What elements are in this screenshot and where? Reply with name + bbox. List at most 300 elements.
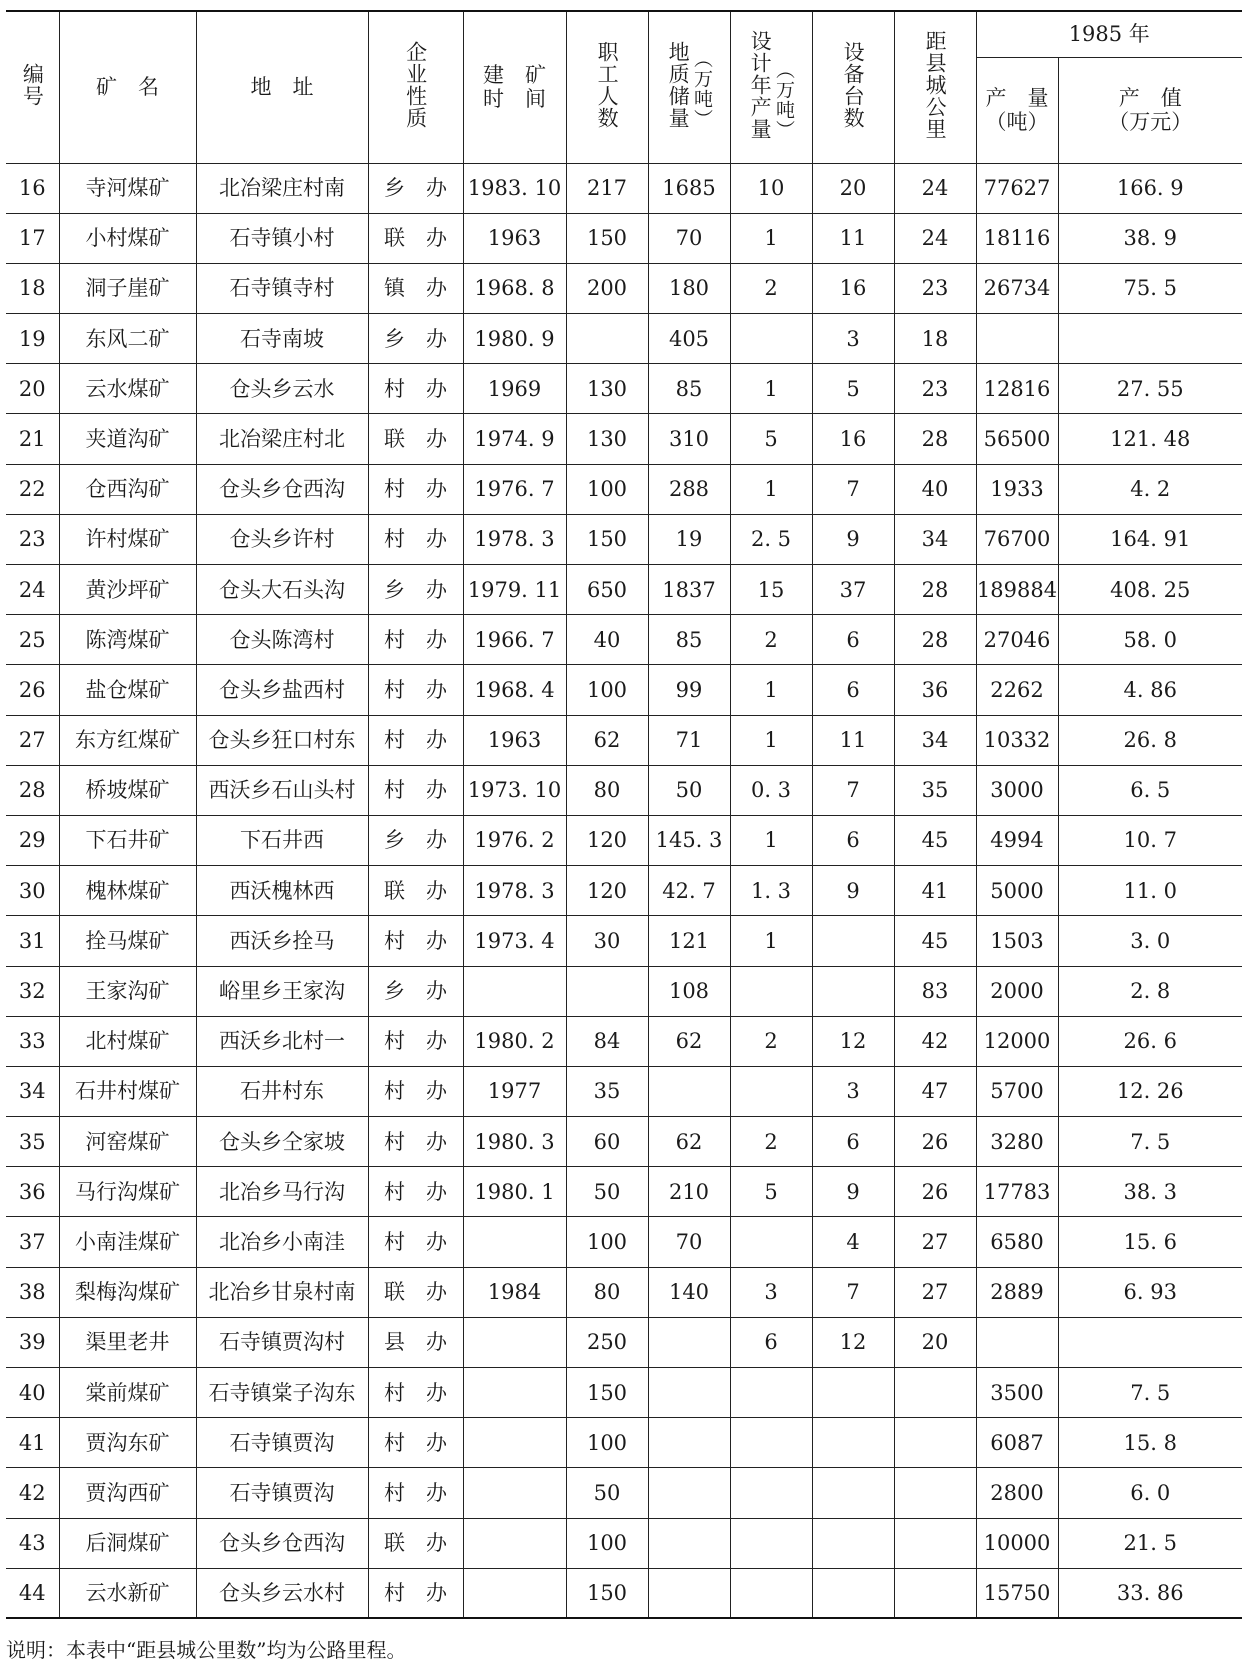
cell-name: 小南洼煤矿 <box>59 1217 196 1267</box>
cell-code: 35 <box>6 1117 59 1167</box>
cell-founded <box>463 1468 566 1518</box>
cell-output: 2800 <box>976 1468 1058 1518</box>
cell-name: 桥坡煤矿 <box>59 765 196 815</box>
cell-equipment: 3 <box>812 1066 894 1116</box>
cell-nature: 联 办 <box>368 414 463 464</box>
cell-output: 3500 <box>976 1368 1058 1418</box>
cell-founded: 1976. 7 <box>463 464 566 514</box>
cell-design: 2. 5 <box>730 514 812 564</box>
cell-output: 10332 <box>976 715 1058 765</box>
cell-address: 下石井西 <box>196 815 368 865</box>
cell-value: 408. 25 <box>1058 565 1242 615</box>
cell-output: 77627 <box>976 163 1058 213</box>
cell-value: 26. 8 <box>1058 715 1242 765</box>
cell-founded: 1977 <box>463 1066 566 1116</box>
cell-founded: 1963 <box>463 715 566 765</box>
cell-name: 梨梅沟煤矿 <box>59 1267 196 1317</box>
cell-distance: 24 <box>894 163 976 213</box>
cell-staff: 100 <box>566 1518 648 1568</box>
cell-equipment: 12 <box>812 1016 894 1066</box>
table-row <box>6 565 1242 615</box>
cell-code: 28 <box>6 765 59 815</box>
cell-equipment <box>812 1468 894 1518</box>
cell-code: 19 <box>6 314 59 364</box>
cell-distance: 36 <box>894 665 976 715</box>
cell-reserves: 71 <box>648 715 730 765</box>
cell-distance: 28 <box>894 414 976 464</box>
cell-distance: 35 <box>894 765 976 815</box>
cell-code: 21 <box>6 414 59 464</box>
cell-name: 小村煤矿 <box>59 213 196 263</box>
cell-design: 5 <box>730 414 812 464</box>
cell-address: 仓头乡云水 <box>196 364 368 414</box>
cell-address: 石寺镇小村 <box>196 213 368 263</box>
cell-name: 马行沟煤矿 <box>59 1167 196 1217</box>
cell-distance: 83 <box>894 966 976 1016</box>
cell-staff: 217 <box>566 163 648 213</box>
cell-nature: 乡 办 <box>368 565 463 615</box>
cell-reserves <box>648 1568 730 1618</box>
cell-reserves: 140 <box>648 1267 730 1317</box>
cell-distance: 24 <box>894 213 976 263</box>
cell-output: 3280 <box>976 1117 1058 1167</box>
cell-output: 4994 <box>976 815 1058 865</box>
cell-code: 27 <box>6 715 59 765</box>
cell-distance: 41 <box>894 866 976 916</box>
table-row <box>6 1267 1242 1317</box>
cell-nature: 联 办 <box>368 1267 463 1317</box>
cell-reserves: 405 <box>648 314 730 364</box>
cell-staff: 100 <box>566 1217 648 1267</box>
cell-value: 38. 3 <box>1058 1167 1242 1217</box>
cell-design: 1. 3 <box>730 866 812 916</box>
cell-equipment: 11 <box>812 213 894 263</box>
table-note: 说明：本表中“距县城公里数”均为公路里程。 <box>6 1638 407 1662</box>
cell-value: 15. 8 <box>1058 1418 1242 1468</box>
table-header <box>6 11 1242 163</box>
cell-design: 2 <box>730 1016 812 1066</box>
cell-staff: 150 <box>566 1568 648 1618</box>
cell-nature: 村 办 <box>368 1418 463 1468</box>
cell-value: 75. 5 <box>1058 263 1242 313</box>
cell-output: 5700 <box>976 1066 1058 1116</box>
cell-value: 7. 5 <box>1058 1368 1242 1418</box>
cell-staff: 130 <box>566 414 648 464</box>
cell-output: 6087 <box>976 1418 1058 1468</box>
cell-design <box>730 1568 812 1618</box>
cell-design: 1 <box>730 715 812 765</box>
table-body <box>6 163 1242 1618</box>
cell-staff: 120 <box>566 866 648 916</box>
cell-nature: 村 办 <box>368 514 463 564</box>
cell-address: 仓头乡仝家坡 <box>196 1117 368 1167</box>
table-row <box>6 665 1242 715</box>
cell-output: 27046 <box>976 615 1058 665</box>
cell-value: 6. 0 <box>1058 1468 1242 1518</box>
cell-nature: 村 办 <box>368 1016 463 1066</box>
cell-name: 拴马煤矿 <box>59 916 196 966</box>
cell-founded: 1980. 2 <box>463 1016 566 1066</box>
cell-equipment: 6 <box>812 665 894 715</box>
cell-design: 2 <box>730 263 812 313</box>
cell-output: 15750 <box>976 1568 1058 1618</box>
cell-distance: 26 <box>894 1167 976 1217</box>
cell-nature: 村 办 <box>368 464 463 514</box>
cell-reserves <box>648 1418 730 1468</box>
cell-staff: 30 <box>566 916 648 966</box>
cell-name: 许村煤矿 <box>59 514 196 564</box>
header-staff: 职工人数 <box>566 11 648 163</box>
cell-distance: 23 <box>894 364 976 414</box>
cell-design <box>730 1368 812 1418</box>
cell-code: 32 <box>6 966 59 1016</box>
cell-distance <box>894 1368 976 1418</box>
cell-name: 云水煤矿 <box>59 364 196 414</box>
cell-design: 1 <box>730 213 812 263</box>
cell-design: 3 <box>730 1267 812 1317</box>
cell-nature: 村 办 <box>368 364 463 414</box>
cell-address: 北冶乡马行沟 <box>196 1167 368 1217</box>
cell-design: 1 <box>730 916 812 966</box>
cell-output: 18116 <box>976 213 1058 263</box>
cell-nature: 联 办 <box>368 866 463 916</box>
cell-design: 2 <box>730 615 812 665</box>
cell-reserves: 85 <box>648 364 730 414</box>
cell-founded <box>463 1317 566 1367</box>
cell-founded <box>463 1368 566 1418</box>
cell-nature: 村 办 <box>368 1468 463 1518</box>
cell-distance: 18 <box>894 314 976 364</box>
cell-nature: 村 办 <box>368 1167 463 1217</box>
cell-output <box>976 314 1058 364</box>
cell-code: 23 <box>6 514 59 564</box>
cell-equipment: 6 <box>812 815 894 865</box>
cell-distance: 27 <box>894 1217 976 1267</box>
cell-reserves: 310 <box>648 414 730 464</box>
cell-name: 河窑煤矿 <box>59 1117 196 1167</box>
cell-founded: 1973. 4 <box>463 916 566 966</box>
cell-staff: 80 <box>566 765 648 815</box>
cell-code: 42 <box>6 1468 59 1518</box>
cell-distance: 23 <box>894 263 976 313</box>
table-row <box>6 414 1242 464</box>
cell-address: 西沃乡北村一 <box>196 1016 368 1066</box>
cell-value: 6. 93 <box>1058 1267 1242 1317</box>
cell-nature: 县 办 <box>368 1317 463 1367</box>
cell-name: 石井村煤矿 <box>59 1066 196 1116</box>
cell-founded: 1980. 3 <box>463 1117 566 1167</box>
cell-value: 3. 0 <box>1058 916 1242 966</box>
cell-staff: 50 <box>566 1468 648 1518</box>
cell-staff: 150 <box>566 213 648 263</box>
cell-nature: 乡 办 <box>368 163 463 213</box>
header-year-1985: 1985 年 <box>976 11 1242 57</box>
cell-founded: 1963 <box>463 213 566 263</box>
cell-equipment: 9 <box>812 1167 894 1217</box>
cell-output: 6580 <box>976 1217 1058 1267</box>
cell-reserves: 108 <box>648 966 730 1016</box>
cell-output: 12816 <box>976 364 1058 414</box>
cell-equipment: 6 <box>812 1117 894 1167</box>
cell-equipment: 3 <box>812 314 894 364</box>
cell-equipment: 5 <box>812 364 894 414</box>
table-row <box>6 364 1242 414</box>
cell-nature: 联 办 <box>368 213 463 263</box>
table-row <box>6 1117 1242 1167</box>
table-row <box>6 615 1242 665</box>
cell-address: 石寺南坡 <box>196 314 368 364</box>
cell-address: 仓头乡许村 <box>196 514 368 564</box>
table-row <box>6 464 1242 514</box>
cell-address: 西沃乡拴马 <box>196 916 368 966</box>
cell-staff: 650 <box>566 565 648 615</box>
cell-reserves: 50 <box>648 765 730 815</box>
cell-distance: 34 <box>894 715 976 765</box>
cell-value: 4. 86 <box>1058 665 1242 715</box>
cell-distance: 42 <box>894 1016 976 1066</box>
table-row <box>6 263 1242 313</box>
table-row <box>6 514 1242 564</box>
table-row <box>6 314 1242 364</box>
cell-founded: 1979. 11 <box>463 565 566 615</box>
cell-name: 棠前煤矿 <box>59 1368 196 1418</box>
cell-distance: 26 <box>894 1117 976 1167</box>
table-row <box>6 1167 1242 1217</box>
cell-equipment <box>812 1568 894 1618</box>
cell-equipment: 7 <box>812 1267 894 1317</box>
table-row <box>6 1368 1242 1418</box>
cell-founded: 1976. 2 <box>463 815 566 865</box>
cell-code: 39 <box>6 1317 59 1367</box>
cell-code: 25 <box>6 615 59 665</box>
cell-code: 22 <box>6 464 59 514</box>
cell-output: 1933 <box>976 464 1058 514</box>
cell-reserves: 121 <box>648 916 730 966</box>
cell-value: 7. 5 <box>1058 1117 1242 1167</box>
cell-address: 仓头陈湾村 <box>196 615 368 665</box>
cell-staff <box>566 966 648 1016</box>
cell-value: 21. 5 <box>1058 1518 1242 1568</box>
header-address: 地 址 <box>196 11 368 163</box>
cell-output <box>976 1317 1058 1367</box>
cell-design: 10 <box>730 163 812 213</box>
cell-code: 30 <box>6 866 59 916</box>
header-nature: 企业性质 <box>368 11 463 163</box>
cell-staff: 150 <box>566 514 648 564</box>
header-name: 矿 名 <box>59 11 196 163</box>
cell-staff: 80 <box>566 1267 648 1317</box>
cell-reserves: 70 <box>648 213 730 263</box>
cell-nature: 村 办 <box>368 916 463 966</box>
cell-reserves: 180 <box>648 263 730 313</box>
header-output: 产 量 （吨） <box>976 57 1058 163</box>
cell-equipment <box>812 1368 894 1418</box>
cell-output: 17783 <box>976 1167 1058 1217</box>
cell-address: 仓头大石头沟 <box>196 565 368 615</box>
cell-reserves: 1837 <box>648 565 730 615</box>
cell-name: 云水新矿 <box>59 1568 196 1618</box>
cell-nature: 村 办 <box>368 765 463 815</box>
cell-distance: 45 <box>894 815 976 865</box>
cell-name: 渠里老井 <box>59 1317 196 1367</box>
cell-equipment <box>812 966 894 1016</box>
cell-reserves: 70 <box>648 1217 730 1267</box>
cell-code: 24 <box>6 565 59 615</box>
cell-equipment: 7 <box>812 765 894 815</box>
cell-code: 36 <box>6 1167 59 1217</box>
cell-address: 石寺镇贾沟 <box>196 1418 368 1468</box>
cell-founded: 1984 <box>463 1267 566 1317</box>
cell-equipment: 4 <box>812 1217 894 1267</box>
cell-design: 0. 3 <box>730 765 812 815</box>
table-row <box>6 1016 1242 1066</box>
cell-equipment <box>812 1518 894 1568</box>
cell-design: 2 <box>730 1117 812 1167</box>
cell-equipment: 9 <box>812 514 894 564</box>
cell-reserves <box>648 1368 730 1418</box>
cell-output: 2000 <box>976 966 1058 1016</box>
cell-reserves: 1685 <box>648 163 730 213</box>
cell-code: 17 <box>6 213 59 263</box>
cell-design <box>730 1217 812 1267</box>
cell-equipment: 16 <box>812 414 894 464</box>
cell-reserves: 210 <box>648 1167 730 1217</box>
table-row <box>6 1518 1242 1568</box>
table-row <box>6 715 1242 765</box>
cell-equipment: 6 <box>812 615 894 665</box>
cell-address: 西沃乡石山头村 <box>196 765 368 815</box>
cell-address: 仓头乡狂口村东 <box>196 715 368 765</box>
cell-reserves: 99 <box>648 665 730 715</box>
cell-staff: 120 <box>566 815 648 865</box>
cell-equipment: 16 <box>812 263 894 313</box>
table-row <box>6 1217 1242 1267</box>
cell-address: 北冶梁庄村南 <box>196 163 368 213</box>
coal-mine-table <box>6 10 1242 1619</box>
cell-value: 12. 26 <box>1058 1066 1242 1116</box>
cell-equipment: 7 <box>812 464 894 514</box>
cell-address: 石井村东 <box>196 1066 368 1116</box>
cell-design <box>730 1066 812 1116</box>
header-distance: 距县城公里 <box>894 11 976 163</box>
cell-reserves <box>648 1066 730 1116</box>
cell-founded <box>463 1217 566 1267</box>
cell-staff: 40 <box>566 615 648 665</box>
cell-output: 5000 <box>976 866 1058 916</box>
cell-distance: 45 <box>894 916 976 966</box>
cell-founded: 1978. 3 <box>463 514 566 564</box>
table-row <box>6 213 1242 263</box>
cell-staff: 60 <box>566 1117 648 1167</box>
cell-value: 10. 7 <box>1058 815 1242 865</box>
cell-staff: 100 <box>566 464 648 514</box>
cell-value: 121. 48 <box>1058 414 1242 464</box>
cell-equipment: 9 <box>812 866 894 916</box>
table-row <box>6 815 1242 865</box>
cell-code: 40 <box>6 1368 59 1418</box>
cell-code: 20 <box>6 364 59 414</box>
table-row <box>6 1418 1242 1468</box>
cell-address: 石寺镇寺村 <box>196 263 368 313</box>
cell-founded: 1980. 1 <box>463 1167 566 1217</box>
cell-output: 3000 <box>976 765 1058 815</box>
cell-address: 石寺镇贾沟 <box>196 1468 368 1518</box>
cell-design <box>730 314 812 364</box>
cell-design: 6 <box>730 1317 812 1367</box>
cell-founded: 1978. 3 <box>463 866 566 916</box>
cell-design <box>730 1468 812 1518</box>
cell-distance: 20 <box>894 1317 976 1367</box>
table-row <box>6 916 1242 966</box>
cell-address: 仓头乡盐西村 <box>196 665 368 715</box>
cell-code: 18 <box>6 263 59 313</box>
cell-value: 38. 9 <box>1058 213 1242 263</box>
table-row <box>6 1568 1242 1618</box>
cell-distance: 47 <box>894 1066 976 1116</box>
cell-address: 石寺镇棠子沟东 <box>196 1368 368 1418</box>
cell-equipment: 20 <box>812 163 894 213</box>
cell-name: 王家沟矿 <box>59 966 196 1016</box>
cell-code: 34 <box>6 1066 59 1116</box>
cell-staff: 35 <box>566 1066 648 1116</box>
cell-code: 44 <box>6 1568 59 1618</box>
header-design-output: 设计年产量（万吨） <box>730 11 812 163</box>
table-row <box>6 866 1242 916</box>
cell-staff: 130 <box>566 364 648 414</box>
cell-founded <box>463 966 566 1016</box>
cell-value: 6. 5 <box>1058 765 1242 815</box>
cell-value: 27. 55 <box>1058 364 1242 414</box>
cell-staff <box>566 314 648 364</box>
cell-reserves: 85 <box>648 615 730 665</box>
cell-code: 43 <box>6 1518 59 1568</box>
cell-design: 1 <box>730 665 812 715</box>
cell-staff: 200 <box>566 263 648 313</box>
cell-nature: 联 办 <box>368 1518 463 1568</box>
cell-nature: 村 办 <box>368 615 463 665</box>
cell-distance <box>894 1418 976 1468</box>
header-code: 编号 <box>6 11 59 163</box>
cell-reserves <box>648 1468 730 1518</box>
cell-founded <box>463 1568 566 1618</box>
table-row <box>6 163 1242 213</box>
cell-founded: 1966. 7 <box>463 615 566 665</box>
cell-value: 2. 8 <box>1058 966 1242 1016</box>
cell-address: 峪里乡王家沟 <box>196 966 368 1016</box>
header-founded: 建 矿 时 间 <box>463 11 566 163</box>
cell-nature: 镇 办 <box>368 263 463 313</box>
cell-nature: 村 办 <box>368 1066 463 1116</box>
cell-staff: 84 <box>566 1016 648 1066</box>
cell-distance <box>894 1468 976 1518</box>
cell-reserves: 62 <box>648 1117 730 1167</box>
cell-address: 北冶乡小南洼 <box>196 1217 368 1267</box>
cell-name: 北村煤矿 <box>59 1016 196 1066</box>
cell-value: 58. 0 <box>1058 615 1242 665</box>
cell-output: 56500 <box>976 414 1058 464</box>
cell-staff: 50 <box>566 1167 648 1217</box>
cell-value: 15. 6 <box>1058 1217 1242 1267</box>
cell-address: 仓头乡仓西沟 <box>196 464 368 514</box>
cell-founded: 1980. 9 <box>463 314 566 364</box>
cell-output: 2889 <box>976 1267 1058 1317</box>
cell-design <box>730 1418 812 1468</box>
cell-founded: 1973. 10 <box>463 765 566 815</box>
cell-value: 164. 91 <box>1058 514 1242 564</box>
cell-reserves: 19 <box>648 514 730 564</box>
cell-founded: 1983. 10 <box>463 163 566 213</box>
cell-equipment: 11 <box>812 715 894 765</box>
